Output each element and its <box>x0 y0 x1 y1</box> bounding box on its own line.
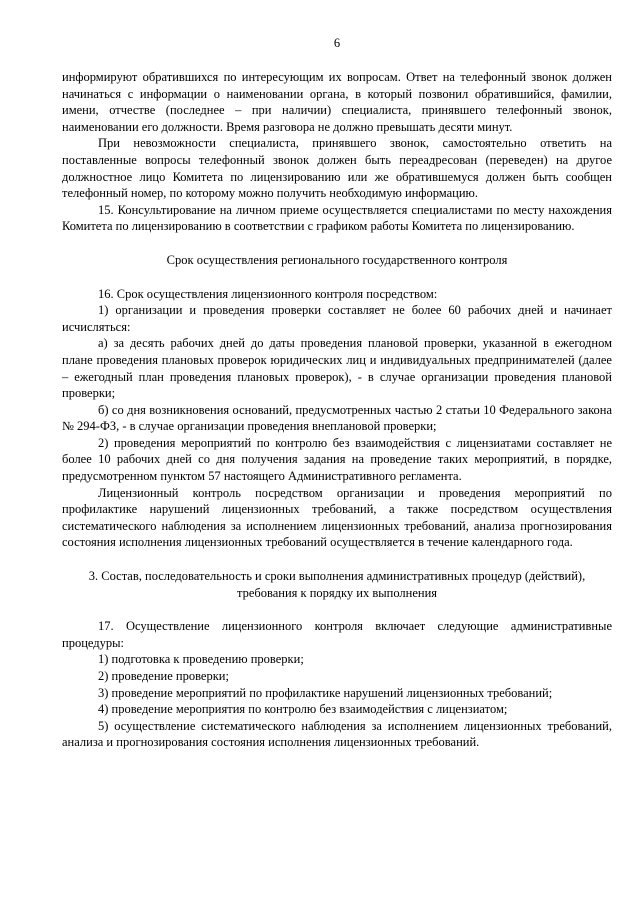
paragraph-licensing-control-year: Лицензионный контроль посредством организации и проведения мероприятий по профилактике нарушений лицензионных требований, а также посредством осуществления систематического наблюдения за исполнением лицензионных требований, анализа прогнозирования состояния исполнения лицензионных требований осуществляется в течение календарного года. <box>62 485 612 550</box>
list-item-procedure-1: 1) подготовка к проведению проверки; <box>98 652 304 667</box>
paragraph-subitem-16-1-b: б) со дня возникновения оснований, предусмотренных частью 2 статьи 10 Федерального закона № 294-ФЗ, - в случае организации проведения внеплановой проверки; <box>62 402 612 434</box>
spacer <box>62 269 612 286</box>
page-number: 6 <box>333 36 341 50</box>
paragraph-item-15: 15. Консультирование на личном приеме осуществляется специалистами по месту нахождения Комитета по лицензированию в соответствии с графиком работы Комитета по лицензированию. <box>62 202 612 234</box>
paragraph-subitem-16-1-a: а) за десять рабочих дней до даты проведения плановой проверки, указанной в ежегодном плане проведения плановых проверок юридических лиц и индивидуальных предпринимателей (далее – ежегодный план проведения плановых проверок), - в случае организации проведения плановой проверки; <box>62 336 612 401</box>
spacer <box>62 551 612 568</box>
spacer <box>62 601 612 618</box>
list-item-procedure-5: 5) осуществление систематического наблюдения за исполнением лицензионных требований, анализа и прогнозирования состояния исполнения лицензионных требований. <box>62 718 612 750</box>
list-item-procedure-4: 4) проведение мероприятия по контролю без взаимодействия с лицензиатом; <box>98 702 508 717</box>
paragraph-item-17: 17. Осуществление лицензионного контроля включает следующие административные процедуры: <box>62 619 612 650</box>
section-heading-3: 3. Состав, последовательность и сроки выполнения административных процедур (действий), требования к порядку их выполнения <box>88 569 586 600</box>
paragraph-continuation: информируют обратившихся по интересующим их вопросам. Ответ на телефонный звонок должен начинаться с информации о наименовании органа, в который позвонил обратившийся, фамилии, имени, отчестве (последнее – при наличии) специалиста, принявшего телефонный звонок, наименовании его должности. Время разговора не должно превышать десяти минут. <box>62 70 612 134</box>
paragraph-redirect-call: При невозможности специалиста, принявшего звонок, самостоятельно ответить на поставленные вопросы телефонный звонок должен быть переадресован (переведен) на другое должностное лицо Комитета по лицензированию или же обратившемуся должен быть сообщен телефонный номер, по которому можно получить необходимую информацию. <box>62 136 612 201</box>
section-heading-control-term: Срок осуществления регионального государственного контроля <box>166 252 508 267</box>
paragraph-subitem-16-1: 1) организации и проведения проверки составляет не более 60 рабочих дней и начинает исчисляться: <box>62 303 612 334</box>
spacer <box>62 235 612 252</box>
paragraph-subitem-16-2: 2) проведения мероприятий по контролю без взаимодействия с лицензиатами составляет не более 10 рабочих дней со дня получения задания на проведение таких мероприятий, в порядке, предусмотренном пунктом 57 настоящего Административного регламента. <box>62 435 612 484</box>
list-item-procedure-3: 3) проведение мероприятий по профилактике нарушений лицензионных требований; <box>98 685 553 700</box>
document-body <box>62 69 612 751</box>
paragraph-item-16: 16. Срок осуществления лицензионного контроля посредством: <box>98 286 438 301</box>
list-item-procedure-2: 2) проведение проверки; <box>98 669 229 683</box>
